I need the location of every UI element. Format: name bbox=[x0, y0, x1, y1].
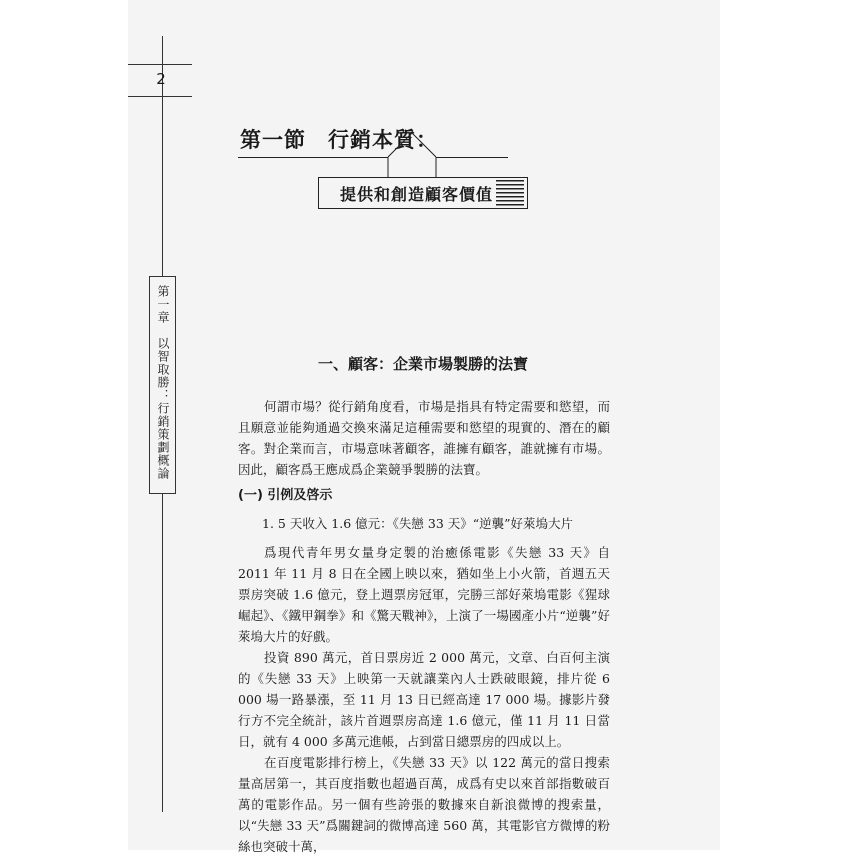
heading-case: 1. 5 天收入 1.6 億元：《失戀 33 天》“逆襲”好萊塢大片 bbox=[262, 516, 574, 531]
page-number: 2 bbox=[156, 70, 166, 88]
case-paragraph: 爲現代青年男女量身定製的治癒係電影《失戀 33 天》自 2011 年 11 月 8 日在全國上映以來，猶如坐上小火箭，首週五天票房突破 1.6 億元，登上週票房冠軍，完勝三部好萊塢電影《猩球崛起》、《鐵甲鋼拳》和《驚天戰神》，上演了一場國產小片“逆襲”好萊塢大片的好戲。 bbox=[238, 545, 610, 644]
section-connector-triangle bbox=[330, 130, 460, 180]
margin-rule-bottom bbox=[162, 494, 163, 812]
case-paragraphs bbox=[238, 542, 610, 857]
heading-example: (一) 引例及啓示 bbox=[238, 488, 333, 503]
section-title: 第一節 行銷本質： bbox=[240, 127, 438, 152]
heading-customer: 一、顧客：企業市場製勝的法寶 bbox=[318, 355, 529, 373]
chapter-side-title: 第一章 以智取勝：行銷策劃概論 bbox=[156, 285, 170, 480]
case-paragraph: 投資 890 萬元，首日票房近 2 000 萬元，文章、白百何主演的《失戀 33 天》上映第一天就讓業內人士跌破眼鏡，排片從 6 000 場一路暴漲，至 11 月 13 日已經高達 17 000 場。據影片發行方不完全統計，該片首週票房高達 1.6 億元，僅 11 月 11 日當日，就有 4 000 多萬元進帳，占到當日總票房的四成以上。 bbox=[238, 650, 610, 749]
intro-paragraph: 何謂市場？從行銷角度看，市場是指具有特定需要和慾望，而且願意並能夠通過交換來滿足這種需要和慾望的現實的、潛在的顧客。對企業而言，市場意味著顧客，誰擁有顧客，誰就擁有市場。因此，顧客爲王應成爲企業競爭製勝的法寶。 bbox=[238, 399, 610, 477]
case-paragraph: 在百度電影排行榜上，《失戀 33 天》以 122 萬元的當日搜索量高居第一，其百度指數也超過百萬，成爲有史以來首部指數破百萬的電影作品。另一個有些誇張的數據來自新浪微博的搜索量，以“失戀 33 天”爲關鍵詞的微博高達 560 萬，其電影官方微博的粉絲也突破十萬， bbox=[238, 755, 610, 854]
margin-rule-middle bbox=[162, 100, 163, 276]
hatch-decoration bbox=[496, 180, 524, 206]
margin-rule-top bbox=[162, 36, 163, 100]
intro-paragraph-block bbox=[238, 396, 610, 480]
section-subtitle: 提供和創造顧客價值 bbox=[340, 185, 494, 204]
page-number-rule-bottom bbox=[128, 96, 192, 97]
page-number-rule-top bbox=[128, 64, 192, 65]
chapter-side-tab bbox=[149, 276, 176, 494]
